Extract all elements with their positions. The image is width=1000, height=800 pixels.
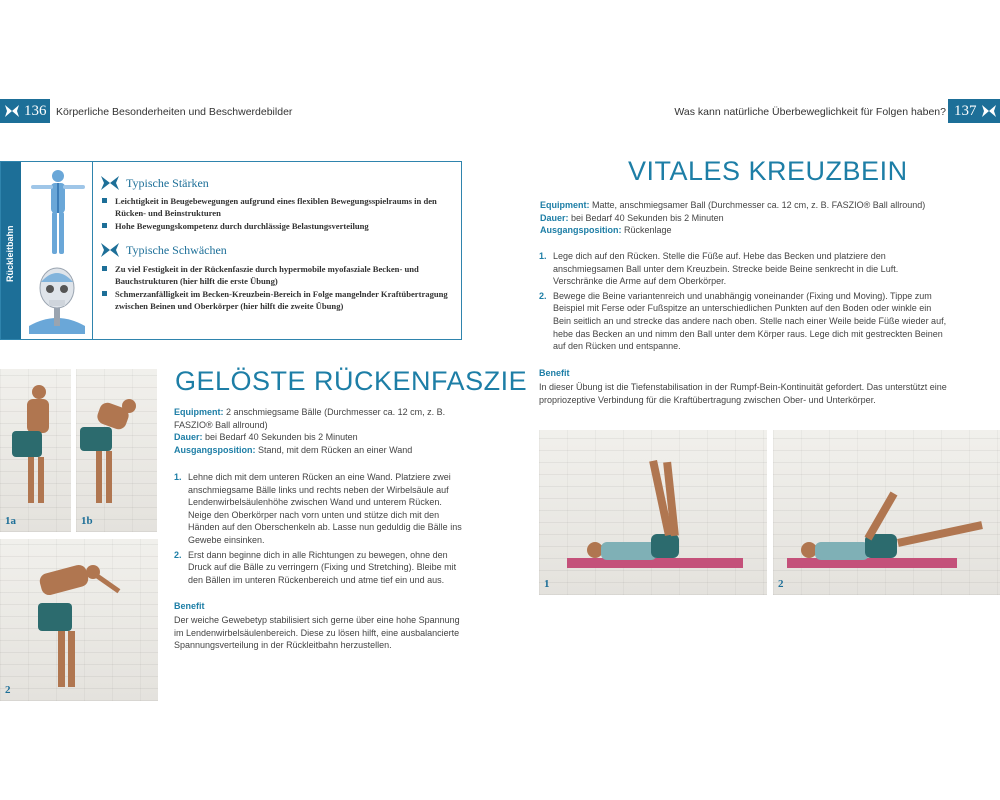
exercise-title-right: VITALES KREUZBEIN [628, 156, 908, 186]
photo-label: 1a [5, 515, 16, 527]
strengths-list [101, 195, 453, 233]
sidebar-label: Rückleitbahn [5, 225, 15, 282]
exercise-steps-right [539, 250, 949, 355]
running-header-right: Was kann natürliche Überbeweglichkeit für Folgen haben? [674, 106, 946, 118]
exercise-title-left: GELÖSTE RÜCKENFASZIE [175, 366, 528, 396]
list-item: 2. Erst dann beginne dich in alle Richtungen zu bewegen, ohne den Druck auf die Bälle zu verringern (Fixing und Stretching). Bleibe mit den Bällen im unteren Rückenbereich und atme tief ein und aus. [174, 549, 457, 585]
butterfly-icon [4, 104, 20, 118]
weaknesses-list [101, 263, 453, 313]
strengths-heading: Typische Stärken [100, 175, 209, 191]
butterfly-icon [100, 175, 120, 191]
photo-label: 2 [778, 578, 784, 590]
page-number-left: 136 [0, 99, 50, 123]
sidebar-tab [1, 162, 21, 339]
photo-label: 2 [5, 684, 11, 696]
exercise-steps-left [174, 471, 462, 588]
exercise-meta-right: Equipment: Matte, anschmiegsamer Ball (Durchmesser ca. 12 cm, z. B. FASZIO® Ball allround) Dauer: bei Bedarf 40 Sekunden bis 2 Minuten Ausgangsposition: Rückenlage [540, 200, 926, 235]
list-item: Zu viel Festigkeit in der Rückenfaszie durch hypermobile myofasziale Becken- und Bauchstrukturen (hier hilft die erste Übung) [101, 263, 453, 287]
photo-1a [0, 369, 71, 532]
list-item: Hohe Bewegungskompetenz durch durchlässige Belastungsverteilung [101, 220, 453, 232]
butterfly-icon [981, 104, 997, 118]
info-box [0, 161, 462, 340]
list-item: 1. Lege dich auf den Rücken. Stelle die Füße auf. Hebe das Becken und platziere den anschmiegsamen Ball unter dem Kreuzbein. Strecke beide Beine senkrecht in die Luft. Verschränke die Arme auf dem Oberkörper. [539, 251, 899, 287]
page-number-right: 137 [948, 99, 1000, 123]
benefit-heading-right: Benefit [539, 368, 570, 378]
list-item: 2. Bewege die Beine variantenreich und unabhängig voneinander (Fixing und Moving). Tippe zum Beispiel mit Ferse oder Fußspitze an unterschiedlichen Punkten auf den Boden oder winkle ein Bein seitlich an und strecke das andere nach oben. Stelle nach einer Weile beide Füße wieder auf, hebe das Becken an und nimm den Ball unter dem Körper raus. Lege dich mit gestreckten Beinen auf den Rücken und entspanne. [539, 290, 947, 352]
list-item: 1. Lehne dich mit dem unteren Rücken an eine Wand. Platziere zwei anschmiegsame Bälle links und rechts neben der Wirbelsäule auf Lendenwirbelsäulenhöhe zwischen Wand und unterem Rücken. Neige den Oberkörper nach vorn unten und stütze dich mit den Händen auf den Oberschenkeln ab. Lasse nun geduldig die Bälle ins Gewebe einsinken. [174, 472, 462, 545]
photo-right-1 [539, 430, 767, 595]
photo-2 [0, 539, 158, 701]
photo-1b [76, 369, 157, 532]
benefit-heading-left: Benefit [174, 601, 205, 611]
anatomy-figure-back [29, 168, 87, 258]
butterfly-icon [100, 242, 120, 258]
photo-label: 1b [81, 515, 93, 527]
list-item: Leichtigkeit in Beugebewegungen aufgrund eines flexiblen Bewegungsspielraums in den Rücken- und Beinstrukturen [101, 195, 453, 219]
photo-label: 1 [544, 578, 550, 590]
benefit-text-right: In dieser Übung ist die Tiefenstabilisation in der Rumpf-Bein-Kontinuität gefordert. Das unterstützt eine propriozeptive Verbindung für die Kraftübertragung zwischen Ober- und Unterkörper. [539, 382, 947, 405]
exercise-meta-left: Equipment: 2 anschmiegsame Bälle (Durchmesser ca. 12 cm, z. B. FASZIO® Ball allround) Dauer: bei Bedarf 40 Sekunden bis 2 Minuten Ausgangsposition: Stand, mit dem Rücken an einer Wand [174, 407, 446, 455]
benefit-text-left: Der weiche Gewebetyp stabilisiert sich gerne über eine hohe Spannung im Lendenwirbelsäulenbereich. Diese zu lösen hilft, eine ausbalancierte Spannungsverteilung in der Rückleitbahn herzustellen. [174, 615, 460, 650]
weaknesses-heading: Typische Schwächen [100, 242, 227, 258]
photo-right-2 [773, 430, 1000, 595]
anatomy-figure-skull [27, 264, 87, 334]
running-header-left: Körperliche Besonderheiten und Beschwerdebilder [56, 106, 293, 118]
list-item: Schmerzanfälligkeit im Becken-Kreuzbein-Bereich in Folge mangelnder Kraftübertragung zwischen Beinen und Oberkörper (hier hilft die zweite Übung) [101, 288, 453, 312]
